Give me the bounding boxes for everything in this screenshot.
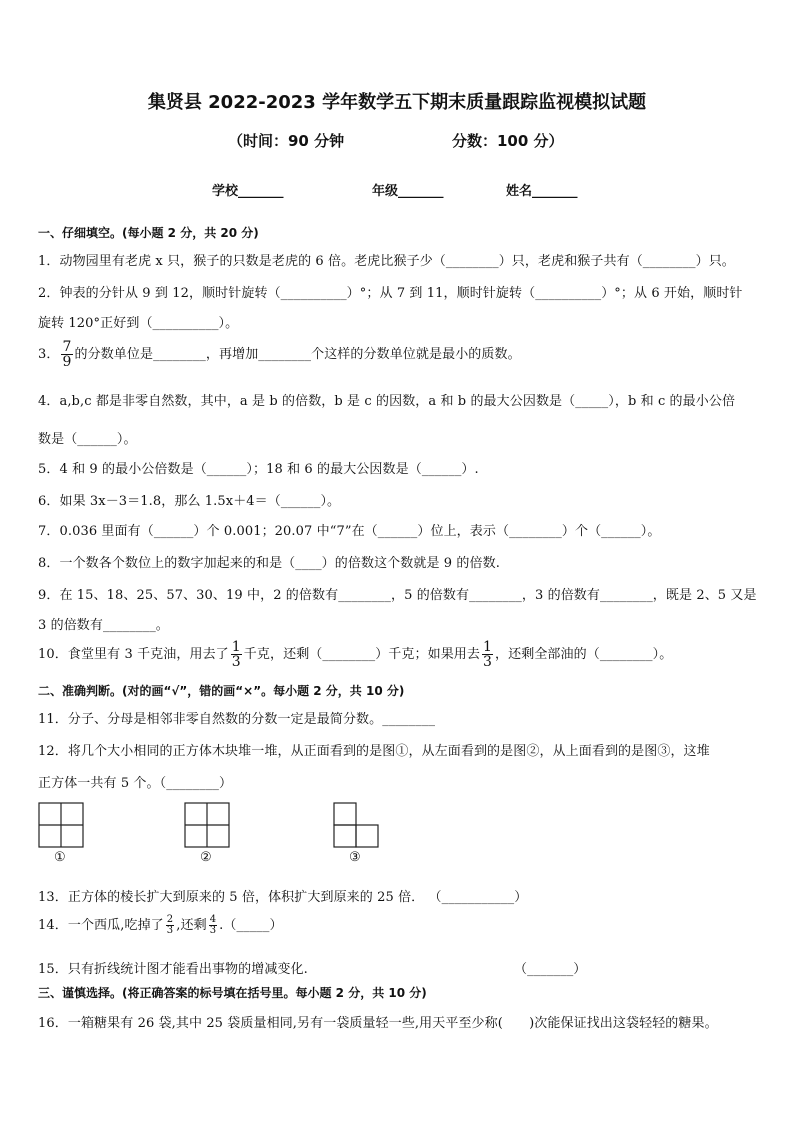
question-16: 16．一箱糖果有 26 袋,其中 25 袋质量相同,另有一袋质量轻一些,用天平至少称( )次能保证找出这袋轻轻的糖果。 [38, 1016, 718, 1031]
figure-front-view [38, 802, 84, 848]
question-6: 6．如果 3x－3＝1.8，那么 1.5x＋4＝（______）。 [38, 494, 341, 509]
section3-heading: 三、谨慎选择。(将正确答案的标号填在括号里。每小题 2 分，共 10 分) [38, 986, 427, 1000]
fraction-2-3 [166, 915, 174, 936]
question-12-line2: 正方体一共有 5 个。（________） [38, 776, 233, 791]
question-4-line1: 4．a,b,c 都是非零自然数，其中，a 是 b 的倍数，b 是 c 的因数，a 和 b 的最大公因数是（_____），b 和 c 的最小公倍 [38, 394, 736, 409]
question-14-text-a: 14．一个西瓜,吃掉了 [38, 918, 164, 933]
fraction-denominator: 3 [231, 654, 241, 670]
question-2-line2: 旋转 120°正好到（__________）。 [38, 316, 239, 331]
section1-heading: 一、仔细填空。(每小题 2 分，共 20 分) [38, 226, 259, 240]
fraction-1-3 [231, 640, 242, 669]
question-10 [38, 640, 672, 669]
figure-label-2: ② [200, 850, 212, 865]
question-12-line1: 12．将几个大小相同的正方体木块堆一堆，从正面看到的是图①，从左面看到的是图②，从上面看到的是图③，这堆 [38, 744, 710, 759]
exam-time: （时间：90 分钟 [228, 132, 345, 150]
question-10-text-a: 10．食堂里有 3 千克油，用去了 [38, 647, 229, 662]
question-10-text-c: ，还剩全部油的（________）。 [495, 647, 673, 662]
question-3-text: 的分数单位是________，再增加________个这样的分数单位就是最小的质数。 [74, 347, 521, 362]
page-title: 集贤县 2022-2023 学年数学五下期末质量跟踪监视模拟试题 [147, 92, 647, 113]
fraction-numerator: 1 [483, 639, 493, 655]
question-5: 5．4 和 9 的最小公倍数是（______）；18 和 6 的最大公因数是（______）. [38, 462, 479, 477]
fraction-denominator: 3 [209, 925, 217, 936]
fraction-numerator: 2 [166, 914, 174, 925]
fraction-1-3 [482, 640, 493, 669]
figure-label-3: ③ [349, 850, 361, 865]
question-8: 8．一个数各个数位上的数字加起来的和是（____）的倍数这个数就是 9 的倍数. [38, 556, 500, 571]
name-field: 姓名_______ [506, 184, 578, 199]
fraction-numerator: 4 [209, 914, 217, 925]
section2-heading: 二、准确判断。(对的画“√”，错的画“×”。每小题 2 分，共 10 分) [38, 684, 405, 698]
question-1: 1．动物园里有老虎 x 只，猴子的只数是老虎的 6 倍。老虎比猴子少（________）只，老虎和猴子共有（________）只。 [38, 254, 735, 269]
question-14-text-b: ,还剩 [176, 918, 207, 933]
question-9-line2: 3 的倍数有________。 [38, 618, 169, 633]
question-10-text-b: 千克，还剩（________）千克；如果用去 [243, 647, 480, 662]
question-15: 15．只有折线统计图才能看出事物的增减变化. [38, 962, 308, 977]
fraction-numerator: 7 [62, 339, 72, 355]
question-3-number: 3． [38, 347, 60, 362]
question-15-blank: （_______） [514, 962, 587, 977]
question-7: 7．0.036 里面有（______）个 0.001；20.07 中“7”在（______）位上，表示（________）个（______）。 [38, 524, 661, 539]
fraction-denominator: 3 [166, 925, 174, 936]
question-4-line2: 数是（______）。 [38, 432, 137, 447]
question-3 [38, 340, 521, 369]
question-13: 13．正方体的棱长扩大到原来的 5 倍，体积扩大到原来的 25 倍． （___________） [38, 890, 528, 905]
question-14 [38, 914, 283, 936]
question-14-text-c: .（_____） [219, 918, 283, 933]
fraction-denominator: 9 [62, 354, 72, 370]
figure-left-view [184, 802, 230, 848]
fraction-numerator: 1 [231, 639, 241, 655]
figure-top-view [333, 802, 381, 848]
fraction-4-3 [209, 915, 217, 936]
fraction-7-9 [61, 340, 72, 369]
school-field: 学校_______ [212, 184, 284, 199]
grade-field: 年级_______ [372, 184, 444, 199]
question-2-line1: 2．钟表的分针从 9 到 12，顺时针旋转（__________）°；从 7 到 11，顺时针旋转（__________）°；从 6 开始，顺时针 [38, 286, 743, 301]
question-11: 11．分子、分母是相邻非零自然数的分数一定是最简分数。________ [38, 712, 436, 727]
fraction-denominator: 3 [483, 654, 493, 670]
exam-score: 分数：100 分） [452, 132, 564, 150]
question-9-line1: 9．在 15、18、25、57、30、19 中，2 的倍数有________，5 的倍数有________，3 的倍数有________，既是 2、5 又是 [38, 588, 757, 603]
figure-label-1: ① [54, 850, 66, 865]
